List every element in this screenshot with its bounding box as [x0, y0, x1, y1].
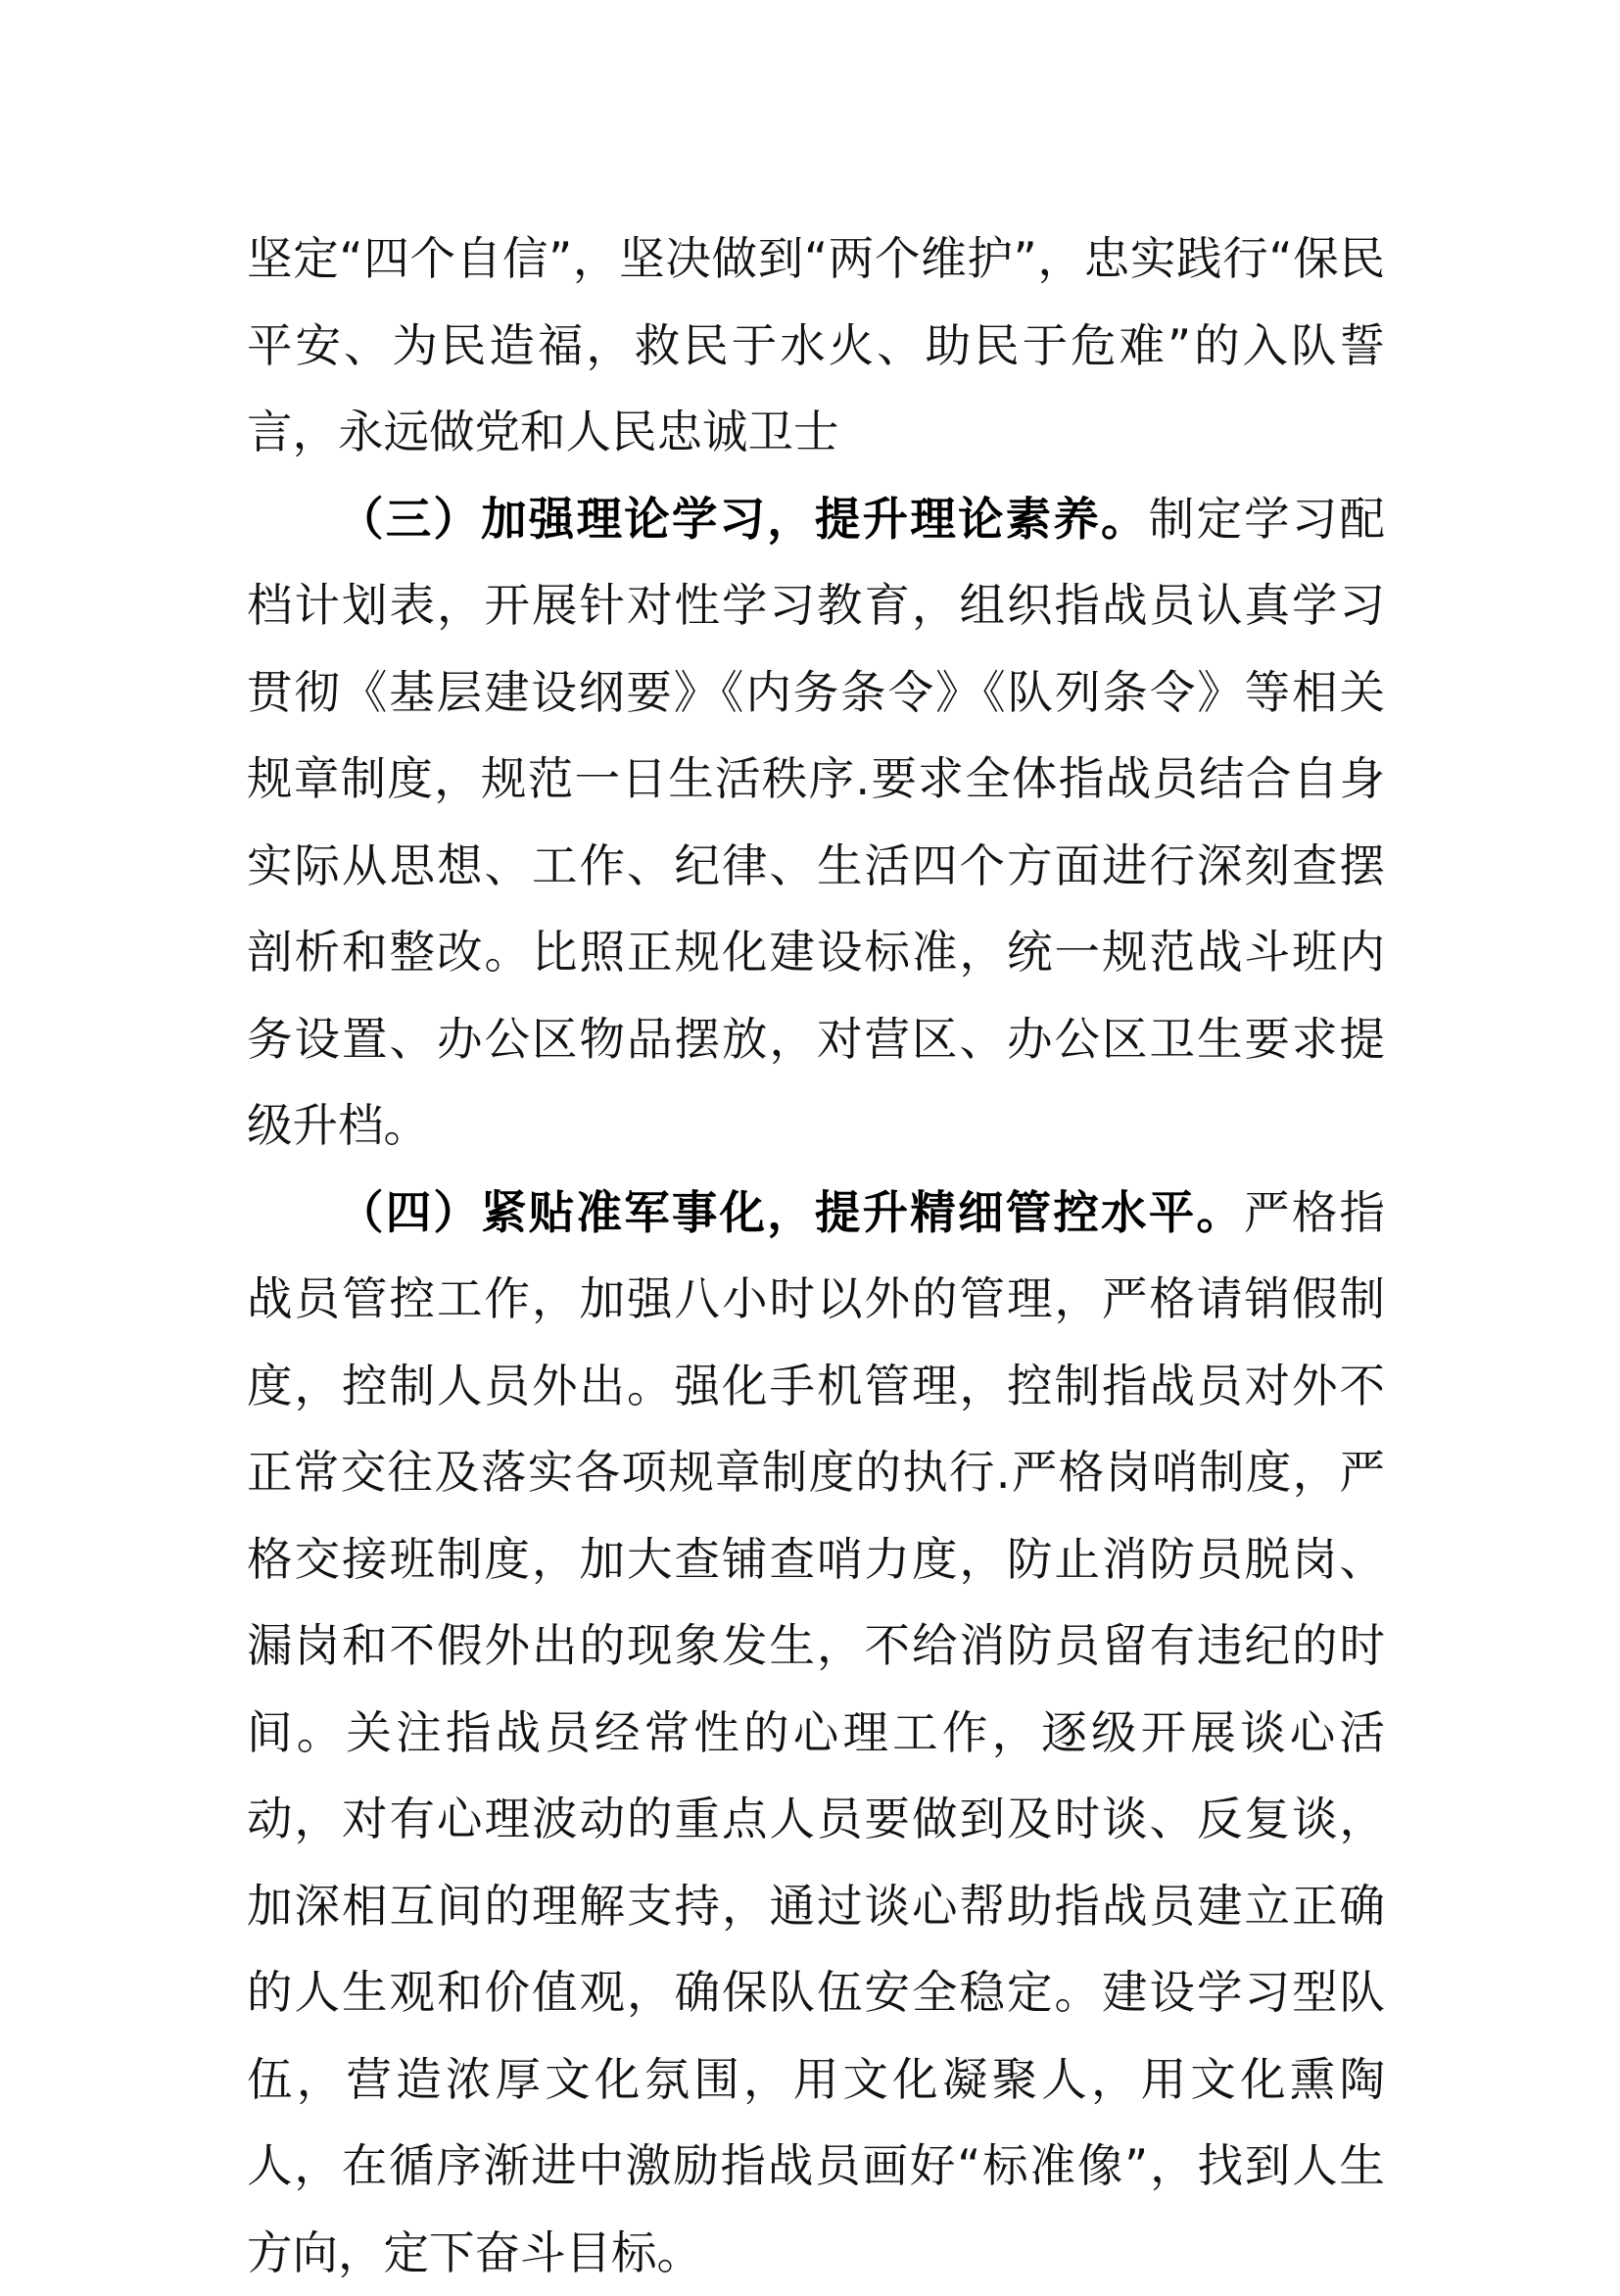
paragraph-section-4: [247, 1170, 1385, 2296]
paragraph-text: 制定学习配档计划表，开展针对性学习教育，组织指战员认真学习贯彻《基层建设纲要》《内务条令》《队列条令》等相关规章制度，规范一日生活秩序.要求全体指战员结合自身实际从思想、工作、纪律、生活四个方面进行深刻查摆剖析和整改。比照正规化建设标准，统一规范战斗班内务设置、办公区物品摆放，对营区、办公区卫生要求提级升档。: [247, 493, 1385, 1153]
paragraph-section-3: [247, 476, 1385, 1170]
section-heading: （四）紧贴准军事化，提升精细管控水平。: [338, 1186, 1244, 1239]
paragraph-text: 坚定“四个自信”，坚决做到“两个维护”，忠实践行“保民平安、为民造福，救民于水火、助民于危难”的入队誓言，永远做党和人民忠诚卫士: [247, 232, 1385, 458]
paragraph-text: 严格指战员管控工作，加强八小时以外的管理，严格请销假制度，控制人员外出。强化手机管理，控制指战员对外不正常交往及落实各项规章制度的执行.严格岗哨制度，严格交接班制度，加大查铺查哨力度，防止消防员脱岗、漏岗和不假外出的现象发生，不给消防员留有违纪的时间。关注指战员经常性的心理工作，逐级开展谈心活动，对有心理波动的重点人员要做到及时谈、反复谈，加深相互间的理解支持，通过谈心帮助指战员建立正确的人生观和价值观，确保队伍安全稳定。建设学习型队伍，营造浓厚文化氛围，用文化凝聚人，用文化熏陶人，在循序渐进中激励指战员画好“标准像”，找到人生方向，定下奋斗目标。: [247, 1186, 1385, 2279]
paragraph-continuation: [247, 215, 1385, 476]
document-page: [247, 215, 1385, 2296]
section-heading: （三）加强理论学习，提升理论素养。: [338, 493, 1149, 546]
